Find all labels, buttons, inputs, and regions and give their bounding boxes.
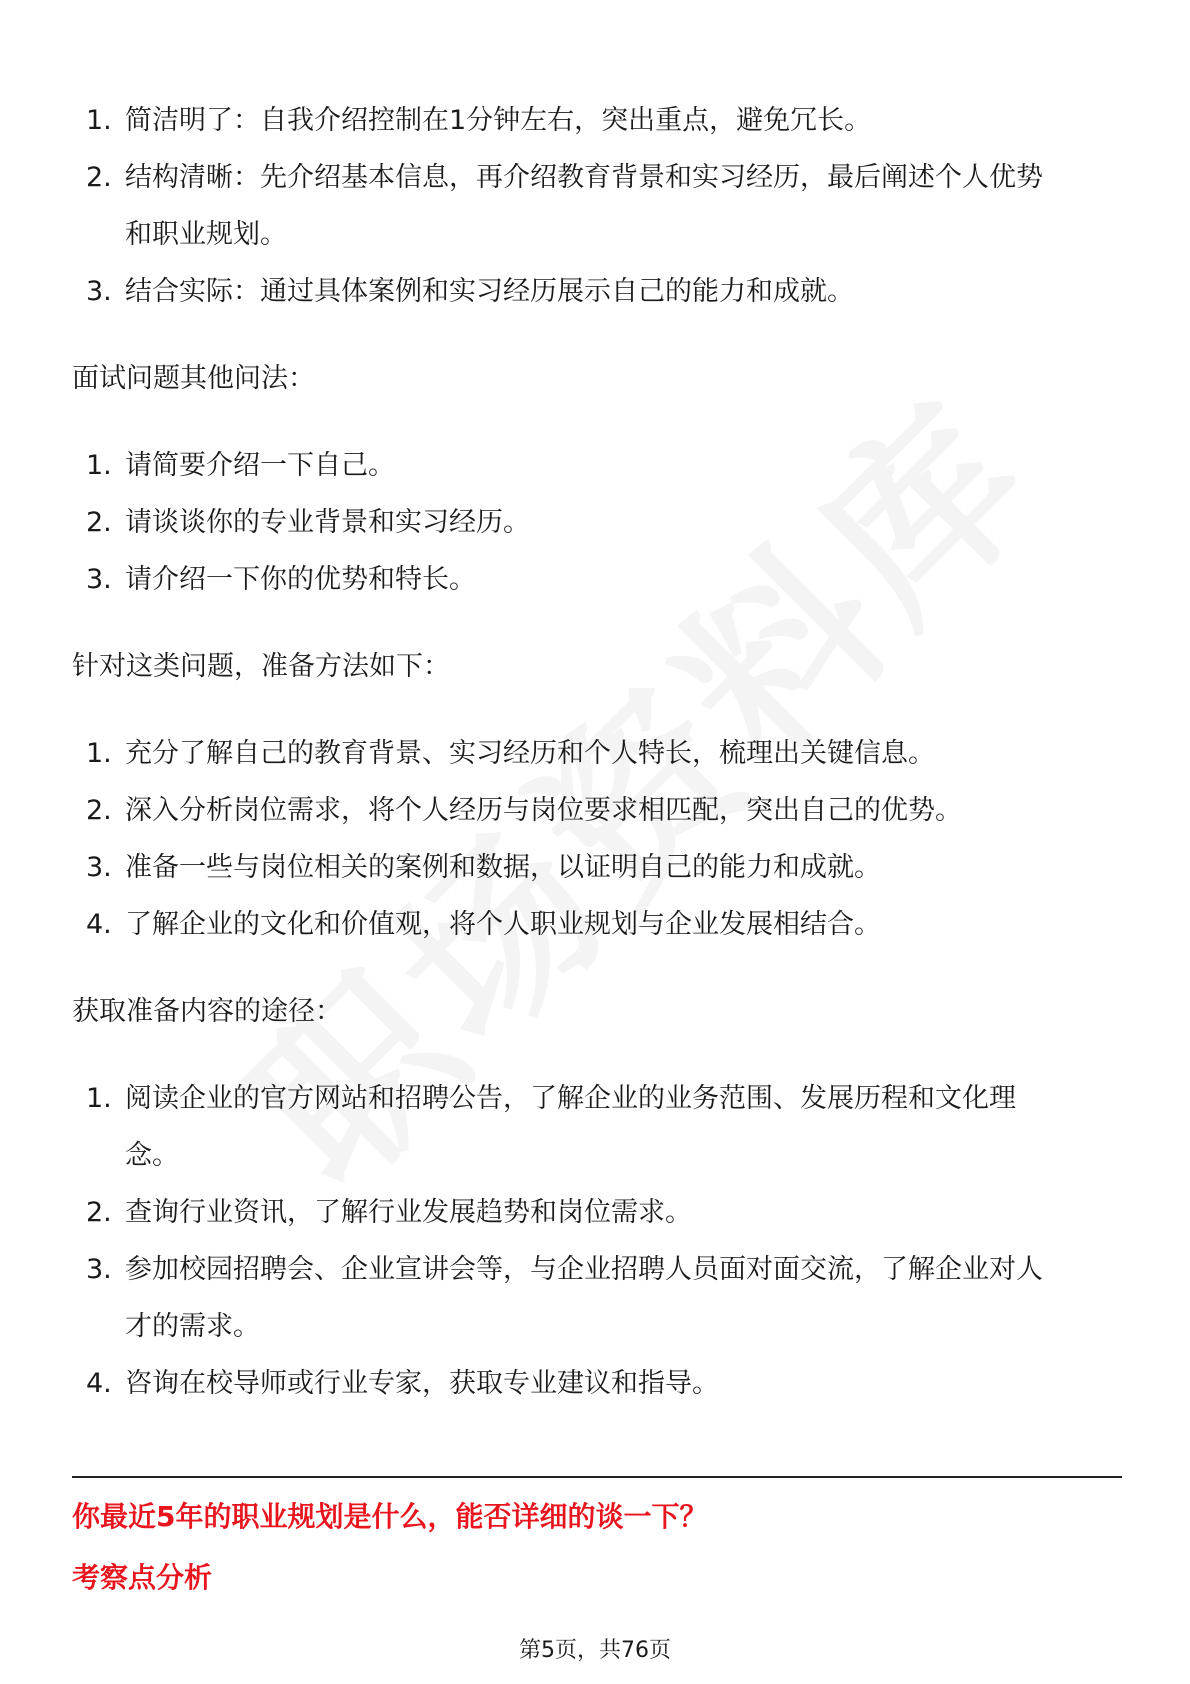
list-item-text: 了解企业的文化和价值观，将个人职业规划与企业发展相结合。 xyxy=(125,909,881,940)
list-item xyxy=(72,725,1122,782)
list-item-number: 1. xyxy=(86,450,112,481)
list-item xyxy=(72,263,1122,320)
analysis-title: 考察点分析 xyxy=(72,1561,213,1594)
list-item-text: 简洁明了：自我介绍控制在1分钟左右，突出重点，避免冗长。 xyxy=(125,105,872,136)
list-item-number: 3. xyxy=(86,852,112,883)
list-item xyxy=(72,1355,1122,1412)
list-item-number: 4. xyxy=(86,1368,112,1399)
list-item-number: 3. xyxy=(86,564,112,595)
list-item-text: 充分了解自己的教育背景、实习经历和个人特长，梳理出关键信息。 xyxy=(125,738,935,769)
question-title: 你最近5年的职业规划是什么，能否详细的谈一下？ xyxy=(72,1500,708,1533)
list-item-number: 2. xyxy=(86,795,112,826)
list-item xyxy=(72,551,1122,608)
heading-preparation-methods: 针对这类问题，准备方法如下： xyxy=(72,651,450,682)
list-preparation-methods xyxy=(72,725,1122,953)
heading-alternative-questions: 面试问题其他问法： xyxy=(72,363,315,394)
list-item-text: 才的需求。 xyxy=(125,1311,260,1342)
list-item-number: 3. xyxy=(86,1254,112,1285)
list-alternative-questions xyxy=(72,437,1122,608)
list-item-text: 结构清晰：先介绍基本信息，再介绍教育背景和实习经历，最后阐述个人优势 xyxy=(125,162,1043,193)
list-item-text: 念。 xyxy=(125,1140,179,1171)
list-tips xyxy=(72,92,1122,320)
list-item-text: 咨询在校导师或行业专家，获取专业建议和指导。 xyxy=(125,1368,719,1399)
list-item xyxy=(72,494,1122,551)
list-item xyxy=(72,896,1122,953)
list-item-number: 3. xyxy=(86,276,112,307)
list-item-text: 和职业规划。 xyxy=(125,219,287,250)
list-item-text: 请简要介绍一下自己。 xyxy=(125,450,395,481)
list-item-text: 请介绍一下你的优势和特长。 xyxy=(125,564,476,595)
list-item xyxy=(72,1184,1122,1241)
list-item-number: 4. xyxy=(86,909,112,940)
list-item-text: 结合实际：通过具体案例和实习经历展示自己的能力和成就。 xyxy=(125,276,854,307)
list-item-text: 请谈谈你的专业背景和实习经历。 xyxy=(125,507,530,538)
list-item-number: 1. xyxy=(86,1083,112,1114)
list-item-text: 准备一些与岗位相关的案例和数据，以证明自己的能力和成就。 xyxy=(125,852,881,883)
list-item-number: 2. xyxy=(86,1197,112,1228)
list-item-text: 深入分析岗位需求，将个人经历与岗位要求相匹配，突出自己的优势。 xyxy=(125,795,962,826)
list-item-text: 参加校园招聘会、企业宣讲会等，与企业招聘人员面对面交流，了解企业对人 xyxy=(125,1254,1043,1285)
section-divider xyxy=(72,1476,1122,1478)
list-item xyxy=(72,92,1122,149)
list-item-number: 2. xyxy=(86,507,112,538)
list-item-number: 1. xyxy=(86,105,112,136)
content-body xyxy=(72,92,1122,1412)
list-item-number: 2. xyxy=(86,162,112,193)
list-item xyxy=(72,437,1122,494)
list-item xyxy=(72,1070,1122,1184)
list-item xyxy=(72,149,1122,263)
list-item xyxy=(72,1241,1122,1355)
list-item xyxy=(72,782,1122,839)
list-item xyxy=(72,839,1122,896)
list-item-text: 查询行业资讯，了解行业发展趋势和岗位需求。 xyxy=(125,1197,692,1228)
list-preparation-sources xyxy=(72,1070,1122,1412)
page-footer: 第5页，共76页 xyxy=(519,1638,671,1663)
list-item-number: 1. xyxy=(86,738,112,769)
list-item-text: 阅读企业的官方网站和招聘公告，了解企业的业务范围、发展历程和文化理 xyxy=(125,1083,1016,1114)
heading-preparation-sources: 获取准备内容的途径： xyxy=(72,996,342,1027)
